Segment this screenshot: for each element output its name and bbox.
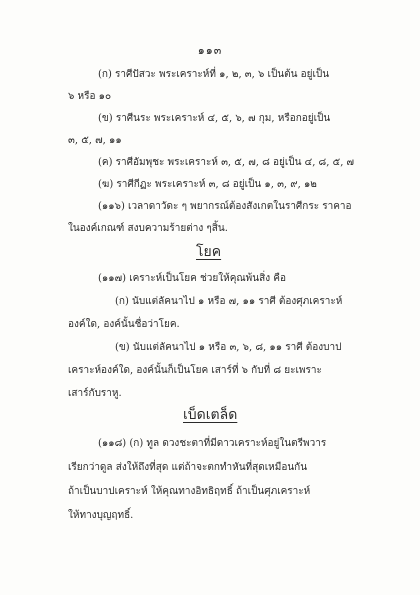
- text-line: (ฆ) ราศีกีฏะ พระเคราะห์ ๓, ๘ อยู่เป็น ๑, ๓, ๙, ๑๒: [98, 179, 317, 190]
- text-line: เรียกว่าดูล ส่งให้ถึงที่สุด แต่ถ้าจะตกทำหันที่สุดเหมือนกัน: [68, 462, 308, 473]
- text-line: ถ้าเป็นบาปเคราะห์ ให้คุณทางอิทธิฤทธิ์ ถ้าเป็นศุภเคราะห์: [68, 486, 311, 497]
- section-heading-yoga: โยค: [196, 244, 222, 260]
- text-line: เสาร์กับราหู.: [68, 388, 122, 399]
- text-line: (ก) นับแต่ลัคนาไป ๑ หรือ ๗, ๑๑ ราศี ต้องศุภเคราะห์: [115, 296, 343, 307]
- text-line: (ค) ราศีอัมพุชะ พระเคราะห์ ๓, ๕, ๗, ๘ อยู่เป็น ๔, ๘, ๕, ๗: [98, 157, 355, 168]
- text-line: องค์ใด, องค์นั้นชื่อว่าโยค.: [68, 319, 180, 330]
- text-line: (๑๑๘) (ก) ทูล ดวงชะตาที่มีดาวเคราะห์อยู่ในตรีพวาร: [98, 438, 327, 449]
- text-line: เคราะห์องค์ใด, องค์นั้นก็เป็นโยค เสาร์ที่ ๖ กับที่ ๘ ยะเพราะ: [68, 365, 322, 376]
- text-line: (ก) ราศีปัสวะ พระเคราะห์ที่ ๑, ๒, ๓, ๖ เป็นต้น อยู่เป็น: [98, 69, 330, 80]
- text-line: ๖ หรือ ๑๐: [68, 91, 112, 102]
- text-line: (ข) ราศีนระ พระเคราะห์ ๔, ๕, ๖, ๗ กุม, หรือกอยู่เป็น: [98, 113, 331, 124]
- text-line: ในองค์เกณฑ์ สงบความร้ายต่าง ๆสิ้น.: [68, 223, 228, 234]
- text-line: (๑๑๖) เวลาดาวัดะ ๆ พยากรณ์ต้องสังเกตในราศีกระ ราคาอ: [98, 201, 352, 212]
- text-line: ๓, ๕, ๗, ๑๑: [68, 135, 122, 146]
- text-line: (ข) นับแต่ลัคนาไป ๑ หรือ ๓, ๖, ๘, ๑๑ ราศี ต้องบาป: [115, 342, 342, 353]
- page-number: ๑๑๓: [197, 44, 223, 57]
- section-heading-misc: เบ็ดเตล็ด: [183, 407, 238, 423]
- text-line: (๑๑๗) เคราะห์เป็นโยค ช่วยให้คุณพ้นสิ่ง คือ: [98, 273, 286, 284]
- text-line: ให้ทางบุญฤทธิ์.: [68, 510, 134, 521]
